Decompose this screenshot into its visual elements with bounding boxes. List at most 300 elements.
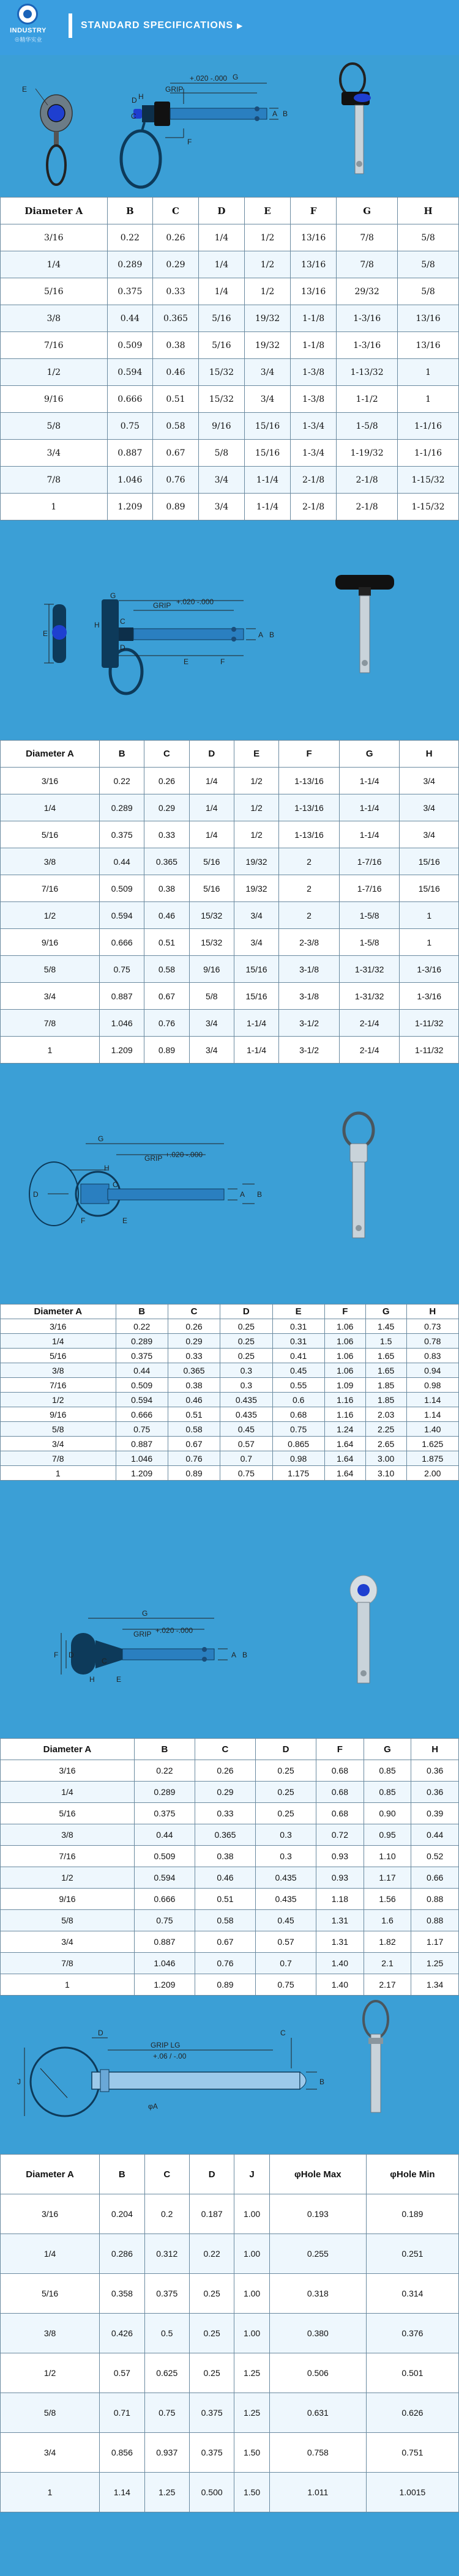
table-row: [1, 1010, 459, 1037]
table-cell: 0.25: [220, 1319, 272, 1334]
table-cell: 0.289: [107, 251, 153, 278]
dim-label-tolerance: +.020 -.000: [190, 74, 228, 83]
table-cell: 1.16: [324, 1407, 365, 1422]
spec-table-l-ring: [0, 1304, 459, 1481]
table-row: [1, 1974, 459, 1996]
column-header: E: [272, 1305, 324, 1319]
table-cell: 0.887: [107, 440, 153, 467]
column-header: J: [234, 2155, 270, 2194]
diagram-t-handle-pin: [0, 519, 459, 740]
table-cell: 1: [1, 1974, 135, 1996]
table-cell: 1/4: [1, 2234, 100, 2274]
table-cell: 1: [398, 359, 459, 386]
table-cell: 0.25: [256, 1803, 316, 1824]
table-row: [1, 2393, 459, 2433]
table-cell: 0.25: [189, 2314, 234, 2353]
table-row: [1, 1393, 459, 1407]
table-cell: 0.93: [316, 1867, 364, 1889]
dim-label-c: C: [131, 112, 136, 120]
table-row: [1, 2234, 459, 2274]
table-cell: 0.251: [366, 2234, 458, 2274]
table-cell: 3/8: [1, 1824, 135, 1846]
table-cell: 1.625: [406, 1437, 458, 1451]
table-cell: 5/16: [1, 821, 100, 848]
table-row: [1, 224, 459, 251]
table-cell: 1-1/4: [339, 821, 400, 848]
table-cell: 0.204: [100, 2194, 144, 2234]
table-cell: 0.501: [366, 2353, 458, 2393]
table-body: [1, 1760, 459, 1996]
dim-label-g: G: [233, 73, 239, 81]
table-cell: 1.00: [234, 2194, 270, 2234]
table-cell: 0.6: [272, 1393, 324, 1407]
table-cell: 3-1/2: [279, 1010, 340, 1037]
table-cell: 1.175: [272, 1466, 324, 1481]
table-cell: 1-3/16: [400, 983, 459, 1010]
table-cell: 1-13/32: [337, 359, 398, 386]
table-cell: 1-31/32: [339, 956, 400, 983]
table-cell: 0.506: [269, 2353, 366, 2393]
table-cell: 0.594: [107, 359, 153, 386]
dim-label-d: D: [98, 2029, 103, 2037]
table-cell: 7/8: [1, 1451, 116, 1466]
dim-label-e: E: [22, 85, 28, 94]
table-cell: 0.193: [269, 2194, 366, 2234]
column-header: F: [279, 741, 340, 768]
table-cell: 1.14: [406, 1407, 458, 1422]
table-cell: 1.82: [364, 1931, 411, 1953]
table-cell: 3/16: [1, 2194, 100, 2234]
table-cell: 0.68: [316, 1782, 364, 1803]
table-cell: 0.45: [272, 1363, 324, 1378]
table-cell: 1.40: [316, 1974, 364, 1996]
table-cell: 0.375: [116, 1349, 168, 1363]
table-row: [1, 956, 459, 983]
table-cell: 0.365: [168, 1363, 220, 1378]
table-cell: 1.31: [316, 1910, 364, 1931]
table-cell: 1.10: [364, 1846, 411, 1867]
table-cell: 0.93: [316, 1846, 364, 1867]
table-row: [1, 1319, 459, 1334]
table-cell: 13/16: [291, 251, 337, 278]
dim-label-c: C: [120, 617, 125, 626]
table-cell: 15/32: [189, 929, 234, 956]
table-cell: 7/8: [1, 1010, 100, 1037]
column-header: φHole Min: [366, 2155, 458, 2194]
table-row: [1, 467, 459, 494]
table-cell: 0.75: [134, 1910, 195, 1931]
table-row: [1, 1867, 459, 1889]
table-cell: 0.380: [269, 2314, 366, 2353]
table-body: [1, 224, 459, 520]
table-cell: 1-1/8: [291, 305, 337, 332]
table-cell: 0.625: [144, 2353, 189, 2393]
table-cell: 1-3/16: [337, 332, 398, 359]
table-cell: 3/16: [1, 1760, 135, 1782]
l-ring-drawing: [29, 1144, 255, 1226]
table-cell: 0.33: [195, 1803, 255, 1824]
front-view-drawing: [35, 89, 72, 185]
table-cell: 3/4: [198, 467, 244, 494]
table-cell: 7/8: [337, 224, 398, 251]
table-cell: 0.318: [269, 2274, 366, 2314]
table-cell: 0.500: [189, 2473, 234, 2512]
table-cell: 0.26: [168, 1319, 220, 1334]
table-cell: 1/2: [1, 1867, 135, 1889]
dim-label-j: J: [17, 2078, 21, 2086]
table-row: [1, 2314, 459, 2353]
table-cell: 5/16: [1, 1803, 135, 1824]
table-row: [1, 251, 459, 278]
table-cell: 9/16: [1, 386, 108, 413]
table-cell: 0.509: [99, 875, 144, 902]
table-cell: 7/8: [1, 467, 108, 494]
dim-label-c: C: [280, 2029, 286, 2037]
table-cell: 5/8: [198, 440, 244, 467]
dim-label-g: G: [98, 1134, 104, 1143]
dim-label-h: H: [89, 1675, 95, 1684]
table-cell: 0.75: [99, 956, 144, 983]
table-cell: 1.06: [324, 1319, 365, 1334]
table-header-row: [1, 198, 459, 224]
table-cell: 1.34: [411, 1974, 459, 1996]
table-cell: 0.71: [100, 2393, 144, 2433]
table-cell: 0.22: [116, 1319, 168, 1334]
table-row: [1, 983, 459, 1010]
table-cell: 5/16: [1, 1349, 116, 1363]
table-cell: 9/16: [189, 956, 234, 983]
table-cell: 3-1/8: [279, 956, 340, 983]
table-cell: 1.5: [365, 1334, 406, 1349]
table-row: [1, 768, 459, 794]
table-cell: 0.44: [411, 1824, 459, 1846]
table-cell: 0.509: [116, 1378, 168, 1393]
table-cell: 1-3/4: [291, 413, 337, 440]
table-cell: 0.67: [144, 983, 189, 1010]
dim-label-a: A: [240, 1190, 245, 1199]
spec-table-button-head: [0, 1738, 459, 1996]
table-cell: 9/16: [1, 1889, 135, 1910]
table-cell: 0.51: [153, 386, 199, 413]
table-cell: 0.25: [220, 1334, 272, 1349]
table-cell: 1/2: [234, 768, 278, 794]
column-header: H: [400, 741, 459, 768]
table-cell: 9/16: [198, 413, 244, 440]
table-cell: 0.89: [195, 1974, 255, 1996]
table-cell: 29/32: [337, 278, 398, 305]
table-cell: 1: [1, 494, 108, 520]
table-cell: 0.75: [256, 1974, 316, 1996]
table-header-row: [1, 2155, 459, 2194]
table-cell: 1-1/4: [339, 768, 400, 794]
table-cell: 0.76: [144, 1010, 189, 1037]
table-cell: 1/4: [189, 821, 234, 848]
table-cell: 0.39: [411, 1803, 459, 1824]
table-cell: 1.40: [406, 1422, 458, 1437]
table-cell: 0.73: [406, 1319, 458, 1334]
table-cell: 1-1/4: [234, 1010, 278, 1037]
table-cell: 0.85: [364, 1760, 411, 1782]
table-row: [1, 1953, 459, 1974]
table-row: [1, 2274, 459, 2314]
table-cell: 0.75: [107, 413, 153, 440]
table-cell: 3/4: [189, 1037, 234, 1064]
table-cell: 0.3: [256, 1824, 316, 1846]
dim-label-e-front: E: [43, 629, 48, 638]
table-cell: 0.67: [195, 1931, 255, 1953]
table-cell: 1-3/8: [291, 386, 337, 413]
column-header: B: [134, 1739, 195, 1760]
table-cell: 0.67: [153, 440, 199, 467]
table-cell: 0.312: [144, 2234, 189, 2274]
table-row: [1, 1334, 459, 1349]
table-cell: 3/4: [1, 1437, 116, 1451]
table-cell: 13/16: [291, 278, 337, 305]
table-row: [1, 278, 459, 305]
table-cell: 0.85: [364, 1782, 411, 1803]
column-header: D: [189, 2155, 234, 2194]
table-cell: 1.17: [364, 1867, 411, 1889]
table-cell: 1.06: [324, 1363, 365, 1378]
table-cell: 1.16: [324, 1393, 365, 1407]
table-cell: 3/4: [400, 768, 459, 794]
column-header: B: [107, 198, 153, 224]
table-cell: 5/8: [189, 983, 234, 1010]
table-cell: 0.46: [168, 1393, 220, 1407]
dim-label-grip: GRIP: [165, 85, 184, 94]
table-cell: 1.046: [99, 1010, 144, 1037]
table-cell: 2.17: [364, 1974, 411, 1996]
table-cell: 0.76: [153, 467, 199, 494]
table-cell: 1: [398, 386, 459, 413]
dim-label-grip: GRIP: [144, 1154, 163, 1163]
table-cell: 0.594: [99, 902, 144, 929]
table-cell: 1.25: [234, 2393, 270, 2433]
table-cell: 1-3/16: [337, 305, 398, 332]
table-row: [1, 2473, 459, 2512]
column-header: B: [116, 1305, 168, 1319]
column-header: Diameter A: [1, 198, 108, 224]
table-cell: 3/8: [1, 848, 100, 875]
column-header: C: [153, 198, 199, 224]
table-cell: 0.90: [364, 1803, 411, 1824]
table-row: [1, 2353, 459, 2393]
dim-label-d: D: [69, 1651, 74, 1659]
table-row: [1, 1437, 459, 1451]
dim-label-h: H: [104, 1164, 110, 1172]
table-cell: 3/4: [234, 929, 278, 956]
table-cell: 1/2: [1, 902, 100, 929]
table-cell: 0.75: [220, 1466, 272, 1481]
table-row: [1, 440, 459, 467]
table-cell: 0.314: [366, 2274, 458, 2314]
table-cell: 1.0015: [366, 2473, 458, 2512]
table-cell: 5/8: [1, 1910, 135, 1931]
table-cell: 0.83: [406, 1349, 458, 1363]
table-cell: 2.65: [365, 1437, 406, 1451]
column-header: Diameter A: [1, 741, 100, 768]
dim-label-h: H: [138, 92, 144, 101]
table-cell: 1.64: [324, 1437, 365, 1451]
table-cell: 15/32: [198, 359, 244, 386]
table-cell: 0.286: [100, 2234, 144, 2274]
table-cell: 0.5: [144, 2314, 189, 2353]
table-cell: 1.65: [365, 1349, 406, 1363]
table-cell: 1: [1, 1466, 116, 1481]
dim-label-f: F: [187, 138, 192, 146]
table-cell: 5/8: [1, 2393, 100, 2433]
table-cell: 0.666: [134, 1889, 195, 1910]
dim-label-f: F: [220, 657, 225, 666]
table-cell: 0.41: [272, 1349, 324, 1363]
dim-label-b: B: [257, 1190, 263, 1199]
page-header: [0, 0, 459, 55]
table-cell: 3.00: [365, 1451, 406, 1466]
table-cell: 1.85: [365, 1378, 406, 1393]
product-photo-t-handle-pin: [335, 575, 394, 673]
table-cell: 15/32: [189, 902, 234, 929]
table-cell: 0.33: [153, 278, 199, 305]
table-cell: 3/4: [400, 794, 459, 821]
table-cell: 19/32: [244, 332, 290, 359]
table-cell: 3.10: [365, 1466, 406, 1481]
table-cell: 1: [1, 1037, 100, 1064]
table-cell: 0.46: [195, 1867, 255, 1889]
table-cell: 13/16: [291, 224, 337, 251]
table-cell: 1: [1, 2473, 100, 2512]
table-cell: 1.50: [234, 2473, 270, 2512]
table-row: [1, 1407, 459, 1422]
table-cell: 15/16: [234, 983, 278, 1010]
table-cell: 0.509: [134, 1846, 195, 1867]
table-cell: 2.00: [406, 1466, 458, 1481]
table-cell: 2-1/8: [337, 467, 398, 494]
table-cell: 2-1/8: [291, 467, 337, 494]
table-row: [1, 1037, 459, 1064]
table-row: [1, 1803, 459, 1824]
diagram-l-ring-pin: [0, 1063, 459, 1304]
column-header: Diameter A: [1, 2155, 100, 2194]
table-cell: 1-1/4: [339, 794, 400, 821]
table-cell: 0.887: [99, 983, 144, 1010]
table-cell: 1/2: [1, 1393, 116, 1407]
dim-label-b: B: [283, 109, 288, 118]
table-row: [1, 1846, 459, 1867]
table-cell: 1-3/4: [291, 440, 337, 467]
table-cell: 0.76: [195, 1953, 255, 1974]
table-cell: 1/2: [1, 2353, 100, 2393]
table-row: [1, 1451, 459, 1466]
table-row: [1, 1422, 459, 1437]
table-cell: 2-1/4: [339, 1010, 400, 1037]
table-cell: 13/16: [398, 332, 459, 359]
table-cell: 1-5/8: [339, 902, 400, 929]
table-cell: 0.666: [107, 386, 153, 413]
table-cell: 15/16: [244, 413, 290, 440]
table-cell: 0.375: [99, 821, 144, 848]
table-cell: 3/4: [400, 821, 459, 848]
table-cell: 1/4: [1, 794, 100, 821]
table-cell: 15/16: [234, 956, 278, 983]
dim-label-b: B: [269, 631, 275, 639]
table-cell: 1.17: [411, 1931, 459, 1953]
table-cell: 0.375: [134, 1803, 195, 1824]
table-cell: 0.44: [134, 1824, 195, 1846]
table-cell: 1.046: [116, 1451, 168, 1466]
table-cell: 5/8: [1, 413, 108, 440]
table-cell: 0.2: [144, 2194, 189, 2234]
table-cell: 1.09: [324, 1378, 365, 1393]
table-cell: 1.06: [324, 1334, 365, 1349]
table-cell: 0.26: [153, 224, 199, 251]
table-cell: 3/4: [244, 359, 290, 386]
table-cell: 0.72: [316, 1824, 364, 1846]
table-row: [1, 1349, 459, 1363]
table-row: [1, 1782, 459, 1803]
table-cell: 1-1/16: [398, 413, 459, 440]
table-cell: 0.89: [153, 494, 199, 520]
table-cell: 0.856: [100, 2433, 144, 2473]
table-cell: 0.435: [220, 1393, 272, 1407]
column-header: G: [337, 198, 398, 224]
dim-label-d: D: [132, 96, 137, 105]
table-cell: 7/16: [1, 332, 108, 359]
table-cell: 1-1/4: [234, 1037, 278, 1064]
table-header-row: [1, 1739, 459, 1760]
table-cell: 1/2: [244, 251, 290, 278]
table-cell: 1/4: [1, 1334, 116, 1349]
table-cell: 1/2: [244, 224, 290, 251]
diagram-ring-handle-pin: [0, 55, 459, 197]
table-cell: 0.29: [153, 251, 199, 278]
table-row: [1, 386, 459, 413]
dim-label-a: φA: [148, 2102, 158, 2111]
dim-label-tolerance: +.06 / -.00: [153, 2052, 187, 2060]
dim-label-grip: GRIP LG: [151, 2041, 181, 2049]
column-header: B: [99, 741, 144, 768]
column-header: Diameter A: [1, 1305, 116, 1319]
table-cell: 1.40: [316, 1953, 364, 1974]
column-header: C: [144, 2155, 189, 2194]
table-cell: 1.24: [324, 1422, 365, 1437]
table-cell: 1/2: [234, 794, 278, 821]
table-cell: 0.22: [107, 224, 153, 251]
column-header: G: [364, 1739, 411, 1760]
table-cell: 7/16: [1, 1378, 116, 1393]
table-cell: 2: [279, 848, 340, 875]
table-cell: 0.29: [195, 1782, 255, 1803]
column-header: H: [411, 1739, 459, 1760]
dim-label-e: E: [116, 1675, 122, 1684]
table-cell: 2.1: [364, 1953, 411, 1974]
table-cell: 1.65: [365, 1363, 406, 1378]
table-cell: 2: [279, 875, 340, 902]
table-cell: 1.6: [364, 1910, 411, 1931]
table-cell: 1-13/16: [279, 794, 340, 821]
column-header: G: [365, 1305, 406, 1319]
dim-label-a: A: [231, 1651, 237, 1659]
table-cell: 1.046: [134, 1953, 195, 1974]
table-cell: 0.94: [406, 1363, 458, 1378]
table-cell: 13/16: [398, 305, 459, 332]
table-row: [1, 1760, 459, 1782]
table-cell: 0.88: [411, 1910, 459, 1931]
table-cell: 0.75: [144, 2393, 189, 2433]
table-cell: 5/16: [198, 305, 244, 332]
table-cell: 0.44: [107, 305, 153, 332]
table-row: [1, 1824, 459, 1846]
table-cell: 15/32: [198, 386, 244, 413]
